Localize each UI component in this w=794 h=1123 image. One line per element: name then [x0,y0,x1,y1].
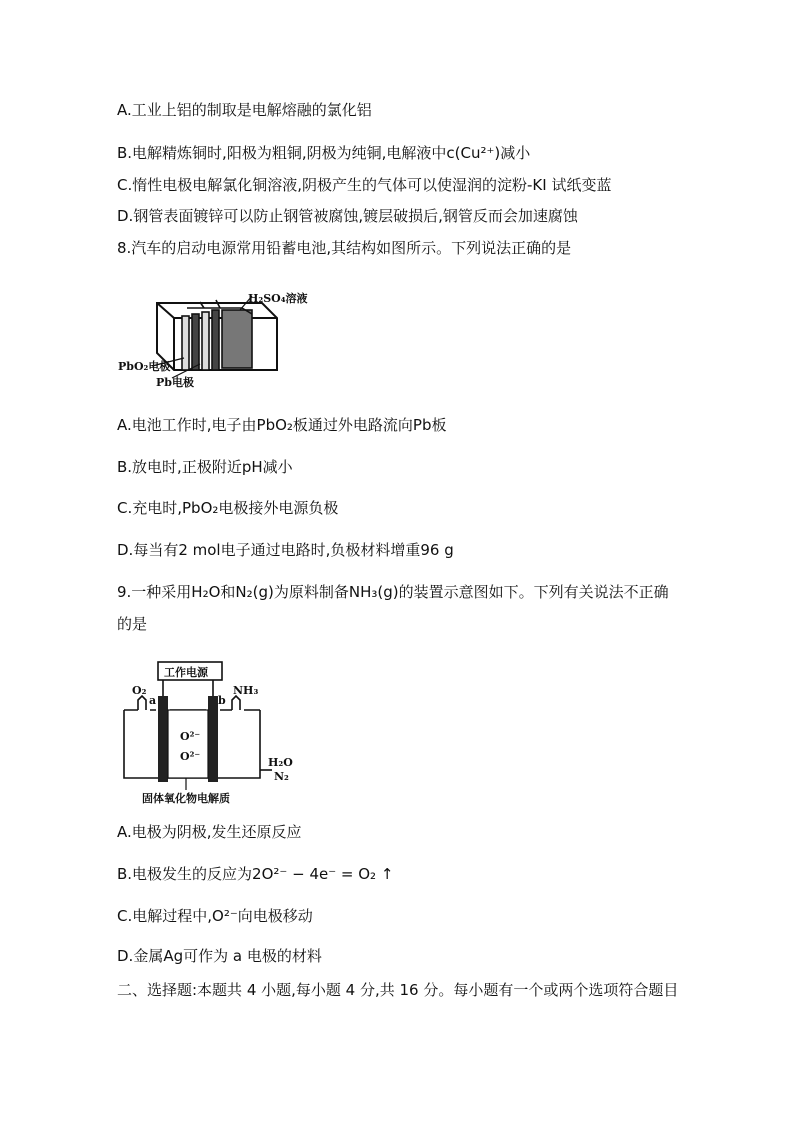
option-9d: D.金属Ag可作为 a 电极的材料 [117,947,322,965]
option-9b: B.电极发生的反应为2O²⁻ − 4e⁻ = O₂ ↑ [117,865,394,883]
option-7b: B.电解精炼铜时,阳极为粗铜,阴极为纯铜,电解液中c(Cu²⁺)减小 [117,144,531,162]
electrode-a-label: a [149,694,157,707]
power-supply-label: 工作电源 [164,666,208,679]
plate-3 [202,312,209,370]
electrode-b [208,696,218,782]
electrode-a [158,696,168,782]
option-8a: A.电池工作时,电子由PbO₂板通过外电路流向Pb板 [117,416,447,434]
pb-electrode-label: Pb电极 [156,376,194,389]
o2-label: O₂ [132,684,147,697]
h2o-label: H₂O [268,756,293,769]
question-8-stem: 8.汽车的启动电源常用铅蓄电池,其结构如图所示。下列说法正确的是 [117,239,572,257]
electrolyte-label: 固体氧化物电解质 [142,792,230,805]
option-8c: C.充电时,PbO₂电极接外电源负极 [117,499,339,517]
section-2-heading: 二、选择题:本题共 4 小题,每小题 4 分,共 16 分。每小题有一个或两个选项符合题目 [117,981,679,999]
nh3-label: NH₃ [233,684,259,697]
oxide-ion-label-1: O²⁻ [180,730,201,743]
solid-oxide-electrolyte [168,710,208,778]
plate-2 [192,314,199,370]
option-7a: A.工业上铝的制取是电解熔融的氯化铝 [117,101,372,119]
option-7d: D.钢管表面镀锌可以防止钢管被腐蚀,镀层破损后,钢管反而会加速腐蚀 [117,207,578,225]
option-7c: C.惰性电极电解氯化铜溶液,阴极产生的气体可以使湿润的淀粉-KI 试纸变蓝 [117,176,612,194]
lead-acid-battery-figure [112,278,342,393]
n2-label: N₂ [274,770,289,783]
pbo2-electrode-label: PbO₂电极 [118,360,171,373]
option-8d: D.每当有2 mol电子通过电路时,负极材料增重96 g [117,541,454,559]
plate-1 [182,316,189,370]
electrode-b-label: b [218,694,226,707]
electrolysis-apparatus-figure [118,658,308,808]
plate-block [222,310,252,368]
oxide-ion-label-2: O²⁻ [180,750,201,763]
option-9c: C.电解过程中,O²⁻向电极移动 [117,907,313,925]
solution-label: H₂SO₄溶液 [248,292,308,305]
option-8b: B.放电时,正极附近pH减小 [117,458,293,476]
question-9-stem: 9.一种采用H₂O和N₂(g)为原料制备NH₃(g)的装置示意图如下。下列有关说法不正确 [117,583,669,601]
option-9a: A.电极为阴极,发生还原反应 [117,823,302,841]
plate-4 [212,310,219,370]
question-9-stem-cont: 的是 [117,615,148,633]
